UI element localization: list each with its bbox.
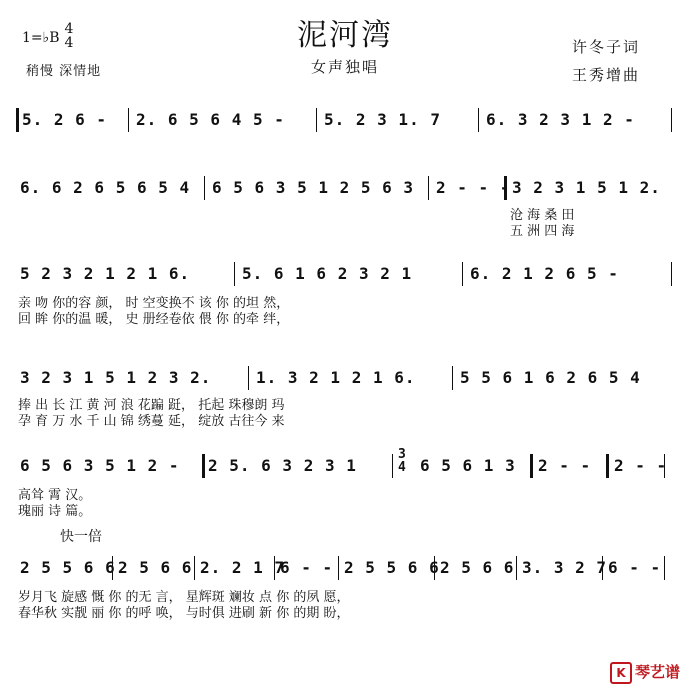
measure: 5 5 6 1 6 2 6 5 4 [460,368,641,387]
measure: 5. 2 3 1. 7 [324,110,441,129]
lyric-line: 孕 育 万 水 千 山 锦 绣蔓 延， 绽放 古往今 来 [18,414,285,429]
lyric-line: 回 眸 你的温 暖， 史 册经卷依 偎 你 的牵 绊， [18,312,290,327]
time-signature-top: 4 [64,21,74,37]
site-logo [610,661,680,684]
measure: 2 5 5 6 6 [344,558,440,577]
measure: 5. 6 1 6 2 3 2 1 [242,264,413,283]
measure: 6 5 6 3 5 1 2 5 6 3 [212,178,415,197]
score-row-5 [16,447,672,478]
measure: 2. 2 1 7 [200,558,286,577]
key-signature: 1=♭B [22,30,60,46]
score-row-3 [16,262,672,286]
logo-text: 琴艺谱 [634,663,680,681]
lyric-line: 高耸 霄 汉。 [18,488,92,503]
lyric-line: 春华秋 实靓 丽 你 的呼 唤， 与时俱 进刷 新 你 的期 盼， [18,606,350,621]
measure: 5. 2 6 - [22,110,108,129]
measure: 6 - - [608,558,662,577]
measure: 6. 2 1 2 6 5 - [470,264,619,283]
time-signature-top: 3 [398,447,407,462]
composer-credit: 王秀增曲 [571,66,640,84]
measure: 3. 3 2 7 [522,558,608,577]
lyric-line: 瑰丽 诗 篇。 [18,504,92,519]
measure: 2 - - [614,456,668,475]
measure: 2. 6 5 6 4 5 - [136,110,285,129]
measure: 1. 3 2 1 2 1 6. [256,368,416,387]
measure: 6. 3 2 3 1 2 - [486,110,635,129]
measure: 5 2 3 2 1 2 1 6. [20,264,191,283]
performance-type: 女声独唱 [310,58,379,76]
measure: 2 - - - [436,178,511,197]
time-signature-bottom: 4 [398,460,407,475]
time-signature [63,22,75,50]
logo-icon: K [610,662,632,684]
lyric-line: 岁月飞 旋感 慨 你 的无 言， 星辉斑 斓妆 点 你 的夙 愿， [18,590,350,605]
measure: 6. 6 2 6 5 6 5 4 [20,178,191,197]
score-row-6 [16,556,672,580]
speed-marking: 快一倍 [60,529,102,545]
score-row-2 [16,176,672,200]
measure: 2 5 6 6 [118,558,193,577]
song-title: 泥河湾 [297,18,393,53]
measure: 3 2 3 1 5 1 2. [512,178,661,197]
tempo-marking: 稍慢 深情地 [26,64,102,79]
measure: 2 - - [538,456,592,475]
lyricist-credit: 许冬子词 [571,38,640,56]
score-row-1 [16,108,672,132]
measure: 6 5 6 1 3 [420,456,516,475]
measure: 6 - - [280,558,334,577]
measure: 3 2 3 1 5 1 2 3 2. [20,368,212,387]
measure: 2 5. 6 3 2 3 1 [208,456,357,475]
time-signature-change [398,448,407,474]
score-row-4 [16,366,672,390]
lyric-line: 捧 出 长 江 黄 河 浪 花蹁 跹， 托起 珠穆朗 玛 [18,398,285,413]
measure: 2 5 5 6 6 [20,558,116,577]
time-signature-bottom: 4 [64,35,74,51]
measure: 6 5 6 3 5 1 2 - [20,456,180,475]
measure: 2 5 6 6 [440,558,515,577]
lyric-line: 亲 吻 你的容 颜， 时 空变换不 该 你 的坦 然， [18,296,290,311]
lyric-line: 五 洲 四 海 [510,224,575,239]
lyric-line: 沧 海 桑 田 [510,208,575,223]
